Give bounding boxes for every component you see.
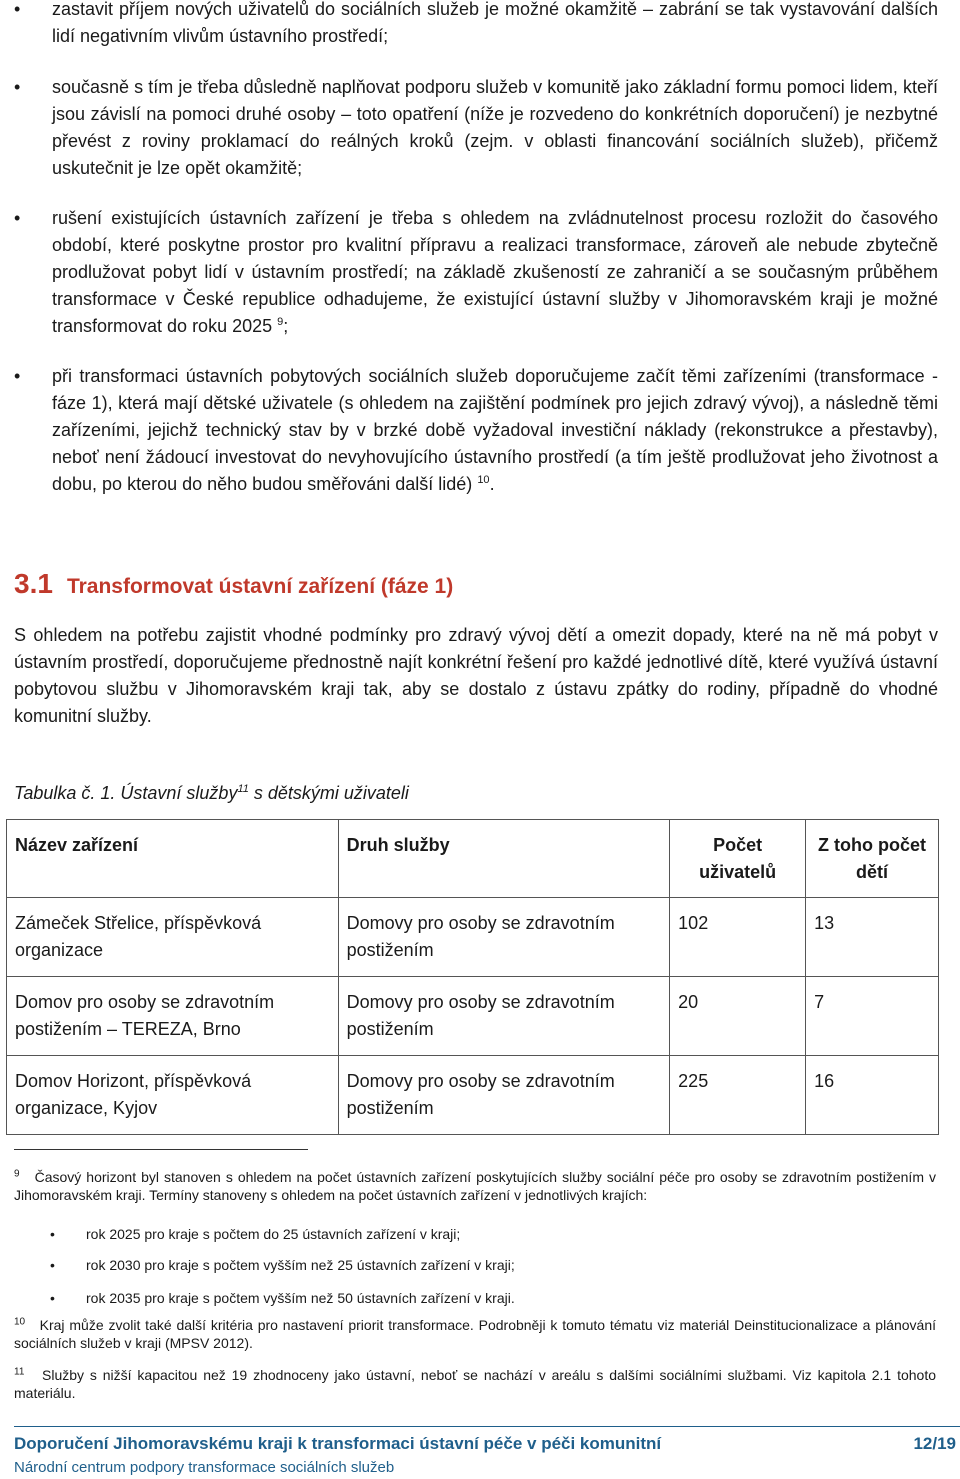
table-caption <box>14 780 409 807</box>
footnote-list-item <box>50 1256 930 1274</box>
footnote-number: 10 <box>14 1316 26 1328</box>
bullet-item <box>14 363 938 498</box>
table-row <box>7 898 939 977</box>
caption-text: s dětskými uživateli <box>248 783 409 803</box>
footnote-9 <box>14 1168 936 1204</box>
footnote-ref[interactable]: 10 <box>477 474 490 486</box>
page-number: 12/19 <box>913 1434 956 1453</box>
footnote-ref[interactable]: 11 <box>237 783 249 795</box>
bullet-dot: • <box>50 1257 55 1273</box>
bullet-item <box>14 205 938 340</box>
services-table <box>6 819 939 1135</box>
table-cell: 225 <box>670 1056 806 1135</box>
bullet-text <box>52 205 938 340</box>
column-header-type: Druh služby <box>338 820 670 898</box>
table-cell: 20 <box>670 977 806 1056</box>
punctuation: ; <box>283 316 289 336</box>
bullet-text: současně s tím je třeba důsledně naplňovat podporu služeb v komunitě jako základní formu pomoci lidem, kteří jsou závislí na pomoci druhé osoby – toto opatření (níže je rozvedeno do konkrétních doporučení) je nezbytné převést z roviny proklamací do reálných kroků (zejm. v oblasti financování sociálních služeb), přičemž uskutečnit je lze opět okamžitě; <box>52 77 938 178</box>
table-row <box>7 1056 939 1135</box>
footnote-text: Služby s nižší kapacitou než 19 zhodnoceny jako ústavní, neboť se nachází v areálu s dalšími sociálními službami. Viz kapitola 2.1 tohoto materiálu. <box>14 1367 936 1401</box>
table-cell: Domovy pro osoby se zdravotním postižením <box>338 898 670 977</box>
bullet-body: rušení existujících ústavních zařízení je třeba s ohledem na zvládnutelnost procesu rozložit do časového období, které poskytne prostor pro kvalitní přípravu a realizaci transformace, zároveň ale nebude zbytečně prodlužovat pobyt lidí v ústavním prostředí; na základě zkušeností ze zahraničí a se současným průběhem transformace v České republice odhadujeme, že existující ústavní služby v Jihomoravském kraji je možné transformovat do roku 2025 <box>52 208 938 336</box>
footer-title: Doporučení Jihomoravskému kraji k transformaci ústavní péče v péči komunitní <box>14 1434 662 1453</box>
footnote-11 <box>14 1366 936 1402</box>
bullet-body: při transformaci ústavních pobytových sociálních služeb doporučujeme začít těmi zařízeními (transformace - fáze 1), která mají dětské uživatele (s ohledem na zajištění podmínek pro jejich zdravý vývoj), a následně těmi zařízeními, jejichž technický stav by v brzké době vyžadoval investiční náklady (rekonstrukce a přestavby), neboť není žádoucí investovat do nevyhovujícího ústavního prostředí (a tím ještě prodlužovat jeho životnost a dobu, po kterou do něho budou směřováni další lidé) <box>52 366 938 494</box>
section-paragraph: S ohledem na potřebu zajistit vhodné podmínky pro zdravý vývoj dětí a omezit dopady, které na ně má pobyt v ústavním prostředí, doporučujeme přednostně najít konkrétní řešení pro každé jednotlivé dítě, které využívá ústavní pobytovou službu v Jihomoravském kraji tak, aby se dostalo z ústavu zpátky do rodiny, případně do vhodné komunitní služby. <box>14 625 938 726</box>
footnote-text: Kraj může zvolit také další kritéria pro nastavení priorit transformace. Podrobněji k tomuto tématu viz materiál Deinstitucionalizace a plánování sociálních služeb v kraji (MPSV 2012). <box>14 1317 936 1351</box>
column-header-users: Počet uživatelů <box>670 820 806 898</box>
punctuation: . <box>489 474 495 494</box>
footnote-ref[interactable]: 9 <box>277 316 284 328</box>
bullet-dot: • <box>14 366 21 386</box>
bullet-dot: • <box>14 208 21 228</box>
bullet-dot: • <box>50 1290 55 1306</box>
table-row <box>7 977 939 1056</box>
bullet-dot: • <box>50 1226 55 1242</box>
caption-text: Tabulka č. 1. Ústavní služby <box>14 783 238 803</box>
table-cell: Domovy pro osoby se zdravotním postižením <box>338 1056 670 1135</box>
bullet-item <box>14 0 938 50</box>
footnote-list-item <box>50 1225 930 1243</box>
footnote-list-text: rok 2035 pro kraje s počtem vyšším než 50 ústavních zařízení v kraji. <box>86 1290 515 1306</box>
section-title: Transformovat ústavní zařízení (fáze 1) <box>66 575 454 598</box>
footnote-divider <box>14 1149 308 1150</box>
table-cell: Domov Horizont, příspěvková organizace, Kyjov <box>7 1056 339 1135</box>
bullet-item <box>14 74 938 182</box>
table-cell: Domovy pro osoby se zdravotním postižením <box>338 977 670 1056</box>
section-heading <box>14 566 453 605</box>
column-header-name: Název zařízení <box>7 820 339 898</box>
footnote-number: 11 <box>14 1366 25 1378</box>
footnote-text: Časový horizont byl stanoven s ohledem na počet ústavních zařízení poskytujících služby sociální péče pro osoby se zdravotním postižením v Jihomoravském kraji. Termíny stanoveny s ohledem na počet ústavních zařízení v jednotlivých krajích: <box>14 1169 936 1203</box>
column-header-children: Z toho počet dětí <box>806 820 939 898</box>
bullet-dot: • <box>14 77 21 97</box>
table-header-row <box>7 820 939 898</box>
footnote-list-text: rok 2030 pro kraje s počtem vyšším než 25 ústavních zařízení v kraji; <box>86 1257 515 1273</box>
footnote-number: 9 <box>14 1168 20 1180</box>
section-number: 3.1 <box>14 568 53 599</box>
footnote-list-item <box>50 1289 930 1307</box>
table-cell: 7 <box>806 977 939 1056</box>
footer-organization: Národní centrum podpory transformace sociálních služeb <box>14 1459 395 1476</box>
table-cell: Zámeček Střelice, příspěvková organizace <box>7 898 339 977</box>
footnote-10 <box>14 1316 936 1352</box>
bullet-text <box>52 363 938 498</box>
table-cell: 102 <box>670 898 806 977</box>
table-cell: Domov pro osoby se zdravotním postižením – TEREZA, Brno <box>7 977 339 1056</box>
bullet-text: zastavit příjem nových uživatelů do sociálních služeb je možné okamžitě – zabrání se tak vystavování dalších lidí negativním vlivům ústavního prostředí; <box>52 0 938 46</box>
footnote-list-text: rok 2025 pro kraje s počtem do 25 ústavních zařízení v kraji; <box>86 1226 461 1242</box>
bullet-dot: • <box>14 0 21 19</box>
table-cell: 16 <box>806 1056 939 1135</box>
footer-divider <box>14 1426 960 1427</box>
table-cell: 13 <box>806 898 939 977</box>
